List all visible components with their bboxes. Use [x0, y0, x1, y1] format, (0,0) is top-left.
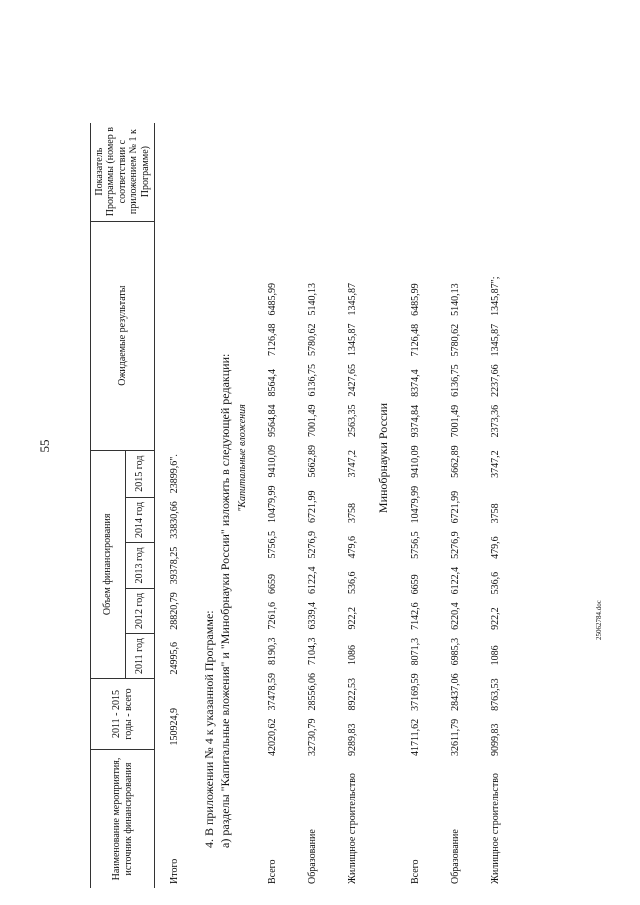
header-total: 2011 - 2015 годы - всего [91, 679, 155, 750]
cell: 7126,48 [266, 323, 278, 356]
row-label: Образование [449, 829, 461, 884]
cell: 8922,53 [346, 678, 358, 711]
row-label: Всего [409, 859, 421, 884]
cell: 6220,4 [449, 602, 461, 630]
cell: 5276,9 [449, 531, 461, 559]
cell: 33830,66 [169, 501, 181, 539]
header-year-2015: 2015 год [126, 450, 155, 497]
footer-file-code: 25062784.doc [595, 600, 603, 640]
cell: 479,6 [489, 536, 501, 559]
cell: 6122,4 [306, 566, 318, 594]
cell: 5780,62 [449, 323, 461, 357]
row-label: Итого [169, 858, 181, 884]
cell: 9099,83 [489, 723, 501, 756]
header-year-2014: 2014 год [126, 497, 155, 543]
cell: 922,2 [346, 607, 358, 630]
cell: 10479,99 [409, 485, 421, 524]
cell: 32611,79 [449, 718, 461, 756]
table-row-total [155, 123, 196, 888]
cell: 2563,35 [346, 404, 358, 437]
cell: 28820,79 [169, 592, 181, 630]
cell: 7104,3 [306, 637, 318, 665]
cell: 1086 [489, 645, 501, 666]
cell [155, 221, 196, 450]
table-row [332, 279, 372, 888]
cell: 3747,2 [346, 450, 358, 478]
cell: 3758 [489, 503, 501, 524]
page-number: 55 [37, 439, 52, 453]
rotated-page-content [90, 28, 570, 888]
cell: 9410,09 [266, 445, 278, 478]
cell: 6485,99 [409, 283, 421, 316]
cell: 6485,99 [266, 283, 278, 316]
cell: 8071,3 [409, 637, 421, 666]
cell: 7261,6 [266, 602, 278, 630]
cell: 42020,62 [266, 718, 278, 756]
cell: 5140,13 [306, 283, 318, 316]
header-results: Ожидаемые результаты [91, 221, 155, 450]
cell: 5276,9 [306, 531, 318, 559]
header-year-2011: 2011 год [126, 634, 155, 679]
capital-investments-table [252, 279, 372, 888]
cell: 536,6 [346, 571, 358, 594]
header-funding-label: Объем финансирования [102, 513, 114, 616]
cell: 8564,4 [266, 369, 278, 397]
cell: 9564,84 [266, 404, 278, 437]
cell: 9289,83 [346, 723, 358, 756]
cell: 28556,06 [306, 673, 318, 711]
cell: 922,2 [489, 607, 501, 630]
cell: 479,6 [346, 536, 358, 559]
ministry-table [395, 272, 515, 888]
section-title-ministry: Минобрнауки России [376, 402, 391, 514]
cell: 39378,25 [169, 546, 181, 585]
cell: 23899,6". [169, 454, 181, 494]
cell: 1345,87 [346, 323, 358, 356]
cell: 41711,62 [409, 718, 421, 756]
table-row [292, 279, 332, 888]
table-row [252, 279, 292, 888]
cell: 28437,06 [449, 673, 461, 711]
cell: 6339,4 [306, 602, 318, 630]
header-name: Наименование мероприятия, источник финансирования [91, 750, 155, 889]
cell: 150924,9 [169, 708, 181, 746]
cell: 6721,99 [449, 490, 461, 524]
cell: 8763,53 [489, 678, 501, 711]
cell: 5140,13 [449, 283, 461, 316]
header-indicator: Показатель Программы (номер в соответствии с приложением № 1 к Программе) [91, 123, 155, 222]
cell: 6122,4 [449, 566, 461, 595]
cell: 8190,3 [266, 637, 278, 665]
row-label: Образование [306, 829, 318, 884]
header-funding [91, 450, 126, 678]
cell: 1345,87 [489, 323, 501, 357]
cell: 5756,5 [266, 531, 278, 559]
cell: 2373,36 [489, 404, 501, 438]
cell: 32730,79 [306, 718, 318, 756]
cell: 37169,59 [409, 673, 421, 711]
cell: 6659 [266, 574, 278, 594]
cell: 3758 [346, 503, 358, 523]
cell: 7001,49 [306, 404, 318, 437]
cell: 9410,09 [409, 445, 421, 478]
table-row [395, 272, 435, 888]
amendment-line-1: 4. В приложении № 4 к указанной Программе: [202, 610, 216, 848]
table-header-row [91, 123, 126, 888]
cell: 1345,87"; [489, 276, 501, 316]
cell: 8374,4 [409, 369, 421, 397]
financing-table [90, 123, 195, 888]
row-label: Жилищное строительство [346, 773, 358, 884]
cell: 536,6 [489, 571, 501, 595]
header-year-2012: 2012 год [126, 588, 155, 634]
table-row [475, 272, 515, 888]
cell: 6136,75 [306, 364, 318, 397]
cell: 2427,65 [346, 364, 358, 397]
cell: 5780,62 [306, 323, 318, 356]
cell: 2237,66 [489, 364, 501, 397]
cell: 5756,5 [409, 531, 421, 559]
cell: 10479,99 [266, 485, 278, 523]
cell: 3747,2 [489, 450, 501, 478]
cell: 1345,87 [346, 283, 358, 316]
cell: 7001,49 [449, 404, 461, 438]
row-label: Всего [266, 859, 278, 884]
section-title-capital: "Капитальные вложения [237, 404, 249, 512]
row-label: Жилищное строительство [489, 773, 501, 884]
amendment-text [201, 28, 233, 848]
cell: 6659 [409, 574, 421, 595]
cell: 6721,99 [306, 490, 318, 523]
amendment-line-2: а) разделы "Капитальные вложения" и "Минобрнауки России" изложить в следующей редакции: [218, 353, 233, 848]
cell: 6136,75 [449, 364, 461, 397]
cell: 37478,59 [266, 673, 278, 711]
cell: 7126,48 [409, 323, 421, 357]
table-row [435, 272, 475, 888]
cell: 1086 [346, 645, 358, 665]
cell: 7142,6 [409, 602, 421, 630]
cell: 5662,89 [449, 445, 461, 478]
cell: 24995,6 [169, 642, 181, 675]
header-year-2013: 2013 год [126, 543, 155, 589]
cell: 9374,84 [409, 404, 421, 438]
cell: 5662,89 [306, 445, 318, 478]
cell: 6985,3 [449, 637, 461, 666]
